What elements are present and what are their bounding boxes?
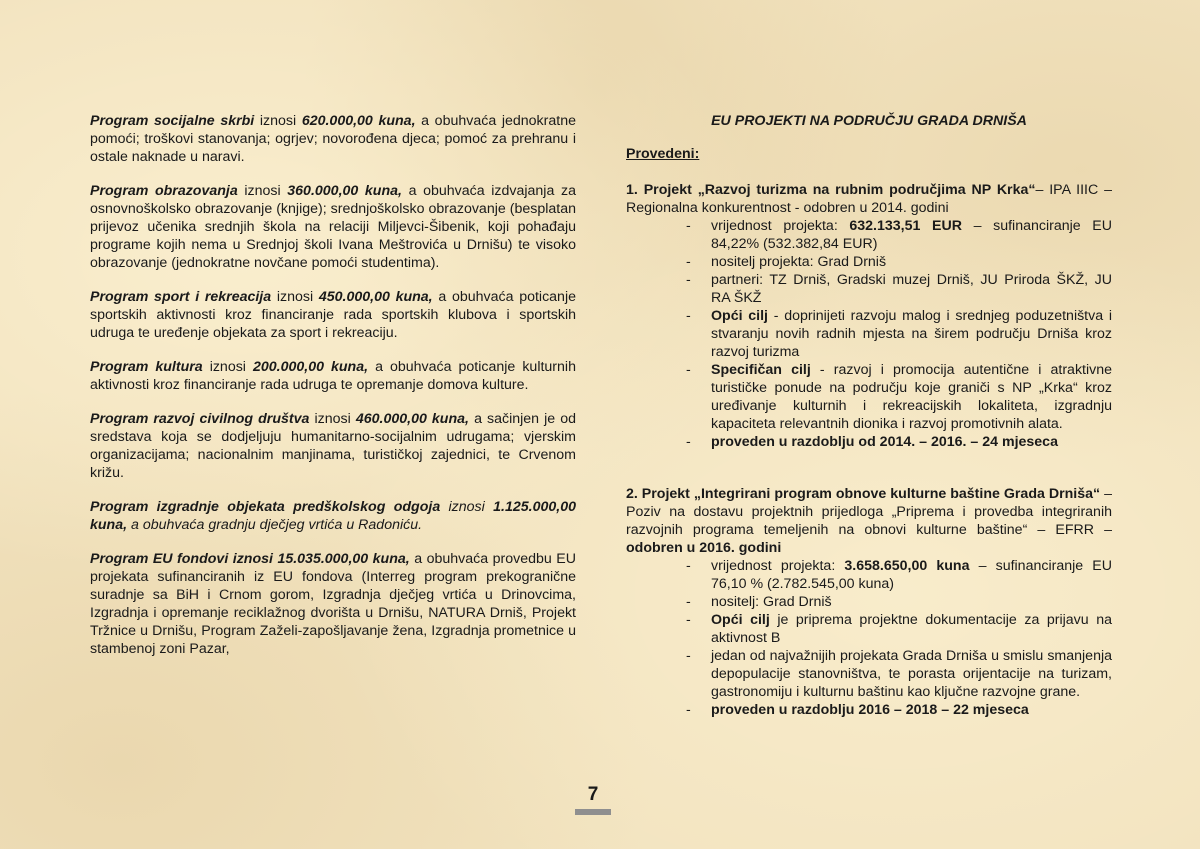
program-description: a sačinjen je od sredstava koja se dodjeljuju humanitarno-socijalnim udrugama; vjerskim organizacijama; nacionalnim manjinama, turističkoj zajednici, te Crvenom križu. — [90, 411, 577, 481]
program-name: Program kultura — [90, 359, 203, 375]
paragraph-education — [90, 182, 576, 272]
list-item — [686, 557, 1112, 593]
item-bold: Specifičan cilj — [711, 362, 811, 378]
item-bold: proveden u razdoblju od 2014. – 2016. – 24 mjeseca — [711, 434, 1058, 450]
list-item — [686, 611, 1112, 647]
project-title-bold: 2. Projekt „Integrirani program obnove kulturne baštine Grada Drniša“ — [626, 486, 1101, 502]
project-1-details — [626, 217, 1112, 451]
dash-bullet: - — [686, 702, 691, 718]
paragraph-culture — [90, 358, 576, 394]
item-text: nositelj projekta: Grad Drniš — [711, 254, 887, 270]
list-item — [686, 307, 1112, 361]
program-description: a obuhvaća jednokratne pomoći; troškovi stanovanja; ogrjev; novorođena djeca; pomoć za prehranu i ostale naknade u naravi. — [90, 113, 576, 165]
list-item — [686, 433, 1112, 451]
item-text: je priprema projektne dokumentacije za prijavu na aktivnost B — [711, 612, 1112, 646]
program-description: a obuhvaća poticanje sportskih aktivnosti kroz financiranje rada sportskih klubova i sportskih udruga te uređenje objekata za sport i rekreaciju. — [90, 289, 576, 341]
project-title-tail: odobren u 2016. godini — [626, 540, 782, 556]
item-text: jedan od najvažnijih projekata Grada Drniša u smislu smanjenja depopulacije stanovništva, te porasta orijentacije na turizam, gastronomiju i kulturnu baštinu kao ključne razvojne grane. — [711, 648, 1112, 700]
program-amount: 620.000,00 kuna, — [301, 113, 416, 129]
page-number — [575, 782, 611, 816]
dash-bullet: - — [686, 648, 691, 664]
item-text: - razvoj i promocija autentične i atraktivne turističke ponude na području koje graniči s NP „Krka“ kroz uređivanje kulturnih i rekreacijskih lokaliteta, izgradnju kapaciteta relevantnih dionika i razvoj promotivnih alata. — [711, 362, 1113, 432]
program-amount: 200.000,00 kuna, — [252, 359, 369, 375]
program-verb: iznosi — [259, 113, 297, 129]
list-item — [686, 647, 1112, 701]
program-description: a obuhvaća izdvajanja za osnovnoškolsko obrazovanje (knjige); srednjoškolsko obrazovanje (besplatan prijevoz učenika srednjih škola na relaciji Miljevci-Šibenik, koji pohađaju programe kojih nema u Srednjoj školi Ivana Meštrovića u Drnišu) te visoko obrazovanje (jednokratne novčane pomoći studentima). — [90, 183, 576, 271]
spacer — [626, 451, 1112, 485]
program-name: Program obrazovanja — [90, 183, 238, 199]
project-title-bold: 1. Projekt „Razvoj turizma na rubnim područjima NP Krka“ — [626, 182, 1036, 198]
program-name: Program socijalne skrbi — [90, 113, 255, 129]
program-verb: iznosi — [209, 359, 246, 375]
program-description: a obuhvaća provedbu EU projekata sufinanciranih iz EU fondova (Interreg program prekogranične suradnje sa BiH i Crnom gorom, Izgradnja dječjeg vrtića u Drinovcima, Izgradnja i opremanje reciklažnog dvorišta u Drnišu, NATURA Drniš, Projekt Tržnice u Drnišu, Program Zaželi-zapošljavanje žena, Izgradnja prometnice u stambenoj zoni Pazar, — [90, 551, 577, 657]
list-item — [686, 593, 1112, 611]
list-item — [686, 701, 1112, 719]
paragraph-sport — [90, 288, 576, 342]
dash-bullet: - — [686, 308, 691, 324]
item-bold: 632.133,51 EUR — [849, 218, 962, 234]
item-text: vrijednost projekta: — [711, 218, 850, 234]
program-amount: 360.000,00 kuna, — [287, 183, 402, 199]
dash-bullet: - — [686, 218, 691, 234]
section-subheading: Provedeni: — [626, 146, 700, 162]
item-text: nositelj: Grad Drniš — [711, 594, 832, 610]
program-name: Program sport i rekreacija — [90, 289, 272, 305]
project-2-details — [626, 557, 1112, 719]
program-description: a obuhvaća gradnju dječjeg vrtića u Radoniću. — [131, 517, 423, 533]
program-name: Program razvoj civilnog društva — [90, 411, 310, 427]
item-text: - doprinijeti razvoju malog i srednjeg poduzetništva i stvaranju novih radnih mjesta na širem području Drniša kroz razvoj turizma — [711, 308, 1112, 360]
item-text: partneri: TZ Drniš, Gradski muzej Drniš, JU Priroda ŠKŽ, JU RA ŠKŽ — [711, 272, 1112, 306]
program-verb: iznosi — [448, 499, 485, 515]
paragraph-social-care — [90, 112, 576, 166]
item-text: – sufinanciranje EU 76,10 % (2.782.545,00 kuna) — [711, 558, 1112, 592]
item-bold: Opći cilj — [711, 308, 768, 324]
program-amount: 460.000,00 kuna, — [355, 411, 469, 427]
project-2-title — [626, 485, 1112, 557]
paragraph-eu-funds — [90, 550, 576, 658]
program-amount: 1.125.000,00 kuna, — [90, 499, 576, 533]
program-verb: iznosi — [276, 289, 314, 305]
list-item — [686, 253, 1112, 271]
paragraph-civil-society — [90, 410, 576, 482]
project-1-title — [626, 181, 1112, 217]
program-description: a obuhvaća poticanje kulturnih aktivnosti kroz financiranje rada udruga te opremanje domova kulture. — [90, 359, 576, 393]
dash-bullet: - — [686, 254, 691, 270]
dash-bullet: - — [686, 558, 691, 574]
item-text: vrijednost projekta: — [711, 558, 845, 574]
program-verb: iznosi — [314, 411, 351, 427]
dash-bullet: - — [686, 594, 691, 610]
item-bold: proveden u razdoblju 2016 – 2018 – 22 mjeseca — [711, 702, 1029, 718]
dash-bullet: - — [686, 272, 691, 288]
list-item — [686, 361, 1112, 433]
section-heading: EU PROJEKTI NA PODRUČJU GRADA DRNIŠA — [711, 113, 1027, 129]
dash-bullet: - — [686, 362, 691, 378]
left-column — [90, 112, 576, 674]
item-bold: Opći cilj — [711, 612, 770, 628]
item-bold: 3.658.650,00 kuna — [844, 558, 970, 574]
program-name: Program EU fondovi iznosi 15.035.000,00 kuna, — [90, 551, 410, 567]
page-number-text: 7 — [587, 784, 599, 805]
right-column — [626, 112, 1112, 719]
dash-bullet: - — [686, 612, 691, 628]
item-text: – sufinanciranje EU 84,22% (532.382,84 EUR) — [711, 218, 1112, 252]
project-title-rest: – Poziv na dostavu projektnih prijedloga „Priprema i provedba integriranih razvojnih programa temeljenih na obnovi kulturne baštine“ – EFRR – — [626, 486, 1112, 538]
program-name: Program izgradnje objekata predškolskog odgoja — [90, 499, 441, 515]
page-number-bar — [575, 809, 611, 815]
list-item — [686, 217, 1112, 253]
program-amount: 450.000,00 kuna, — [318, 289, 433, 305]
program-verb: iznosi — [244, 183, 281, 199]
paragraph-preschool — [90, 498, 576, 534]
list-item — [686, 271, 1112, 307]
dash-bullet: - — [686, 434, 691, 450]
project-title-rest: – IPA IIIC – Regionalna konkurentnost - odobren u 2014. godini — [626, 182, 1112, 216]
